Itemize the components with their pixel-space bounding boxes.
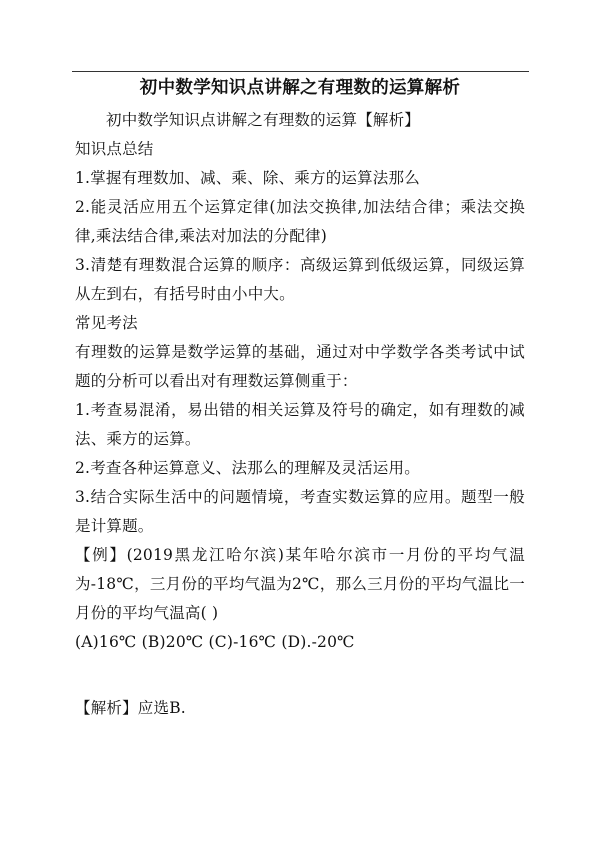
summary-point-2: 2.能灵活应用五个运算定律(加法交换律,加法结合律；乘法交换律,乘法结合律,乘法对加法的分配律) (75, 198, 525, 245)
exam-point-3: 3.结合实际生活中的问题情境，考查实数运算的应用。题型一般是计算题。 (75, 488, 525, 535)
section-heading-exam: 常见考法 (75, 314, 138, 332)
summary-point-3: 3.清楚有理数混合运算的顺序：高级运算到低级运算，同级运算从左到右，有括号时由小中大。 (75, 256, 525, 303)
document-title: 初中数学知识点讲解之有理数的运算解析 (139, 78, 461, 98)
example-options: (A)16℃ (B)20℃ (C)-16℃ (D).-20℃ (75, 633, 355, 651)
header-rule (72, 71, 529, 72)
example-question: 【例】(2019黑龙江哈尔滨)某年哈尔滨市一月份的平均气温为-18℃，三月份的平均气温为2℃，那么三月份的平均气温比一月份的平均气温高( ) (75, 546, 525, 622)
section-heading-summary: 知识点总结 (75, 140, 154, 158)
spacer (75, 657, 525, 694)
document-subtitle: 初中数学知识点讲解之有理数的运算【解析】 (106, 111, 421, 129)
exam-intro: 有理数的运算是数学运算的基础，通过对中学数学各类考试中试题的分析可以看出对有理数运算侧重于： (75, 343, 525, 390)
document-body (75, 106, 525, 723)
exam-point-2: 2.考查各种运算意义、法那么的理解及灵活运用。 (75, 459, 420, 477)
exam-point-1: 1.考查易混淆，易出错的相关运算及符号的确定，如有理数的减法、乘方的运算。 (75, 401, 525, 448)
summary-point-1: 1.掌握有理数加、减、乘、除、乘方的运算法那么 (75, 169, 420, 187)
example-answer: 【解析】应选B. (75, 699, 186, 717)
